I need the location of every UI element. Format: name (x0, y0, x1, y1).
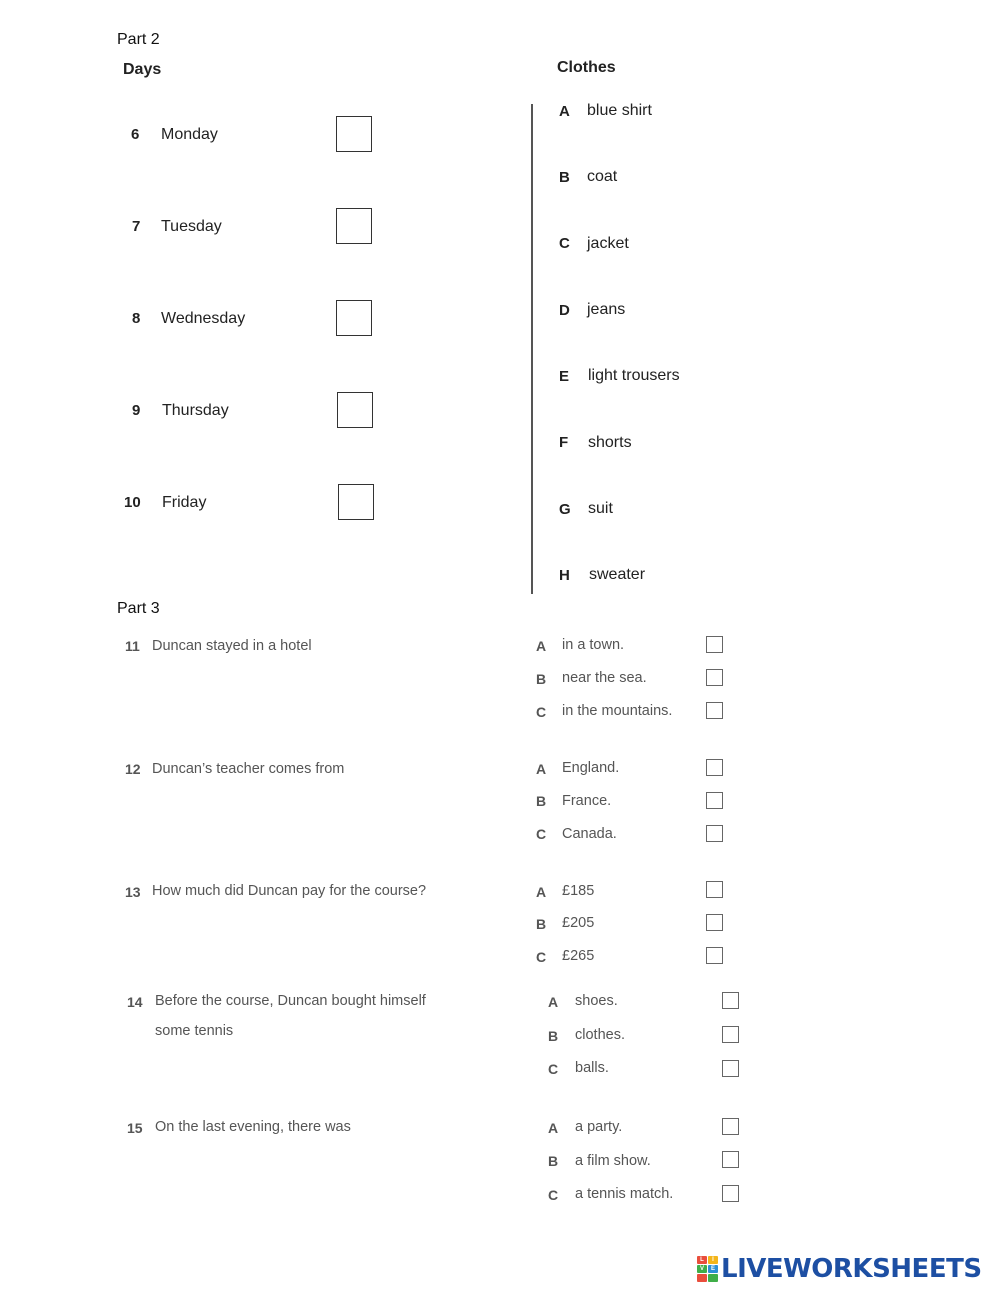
part2-label: Part 2 (117, 31, 160, 48)
answer-box-6[interactable] (336, 116, 372, 152)
clothes-letter: C (559, 235, 570, 252)
days-heading: Days (123, 61, 162, 78)
option-checkbox[interactable] (722, 1060, 739, 1077)
option-text: Canada. (562, 826, 617, 842)
option-letter: A (548, 994, 559, 1010)
question-number: 15 (127, 1120, 143, 1136)
day-number: 6 (131, 126, 140, 143)
option-checkbox[interactable] (706, 636, 723, 653)
option-checkbox[interactable] (706, 825, 723, 842)
clothes-text: sweater (589, 566, 646, 583)
logo-block: L (697, 1256, 707, 1264)
option-text: a party. (575, 1119, 623, 1135)
option-letter: A (536, 761, 547, 777)
clothes-text: light trousers (588, 367, 680, 384)
option-text: £205 (562, 915, 595, 931)
clothes-letter: E (559, 368, 570, 385)
question-text: How much did Duncan pay for the course? (152, 883, 427, 899)
logo-block: I (708, 1256, 718, 1264)
option-letter: A (536, 638, 547, 654)
option-text: £265 (562, 948, 595, 964)
question-number: 14 (127, 994, 143, 1010)
day-number: 8 (132, 310, 141, 327)
option-text: near the sea. (562, 670, 647, 686)
option-checkbox[interactable] (722, 1118, 739, 1135)
option-letter: B (536, 916, 547, 932)
answer-box-8[interactable] (336, 300, 372, 336)
option-letter: C (536, 826, 547, 842)
option-text: shoes. (575, 993, 618, 1009)
clothes-heading: Clothes (557, 59, 616, 76)
option-checkbox[interactable] (722, 1185, 739, 1202)
option-checkbox[interactable] (706, 702, 723, 719)
option-checkbox[interactable] (706, 947, 723, 964)
logo-block-deco (708, 1274, 718, 1282)
option-letter: B (548, 1153, 559, 1169)
option-text: a film show. (575, 1153, 651, 1169)
option-letter: C (548, 1061, 559, 1077)
option-letter: C (536, 949, 547, 965)
option-checkbox[interactable] (722, 1151, 739, 1168)
clothes-text: blue shirt (587, 102, 652, 119)
clothes-letter: F (559, 434, 569, 451)
option-text: in the mountains. (562, 703, 673, 719)
option-letter: A (536, 884, 547, 900)
option-letter: B (536, 671, 547, 687)
clothes-letter: A (559, 103, 570, 120)
option-checkbox[interactable] (722, 992, 739, 1009)
option-letter: A (548, 1120, 559, 1136)
day-name: Monday (161, 126, 218, 143)
option-text: England. (562, 760, 620, 776)
question-number: 11 (125, 638, 140, 654)
question-text: On the last evening, there was (155, 1119, 351, 1135)
clothes-text: suit (588, 500, 613, 517)
day-name: Thursday (162, 402, 229, 419)
answer-box-7[interactable] (336, 208, 372, 244)
option-letter: B (536, 793, 547, 809)
clothes-letter: D (559, 302, 570, 319)
answer-box-10[interactable] (338, 484, 374, 520)
logo-blocks-icon (697, 1256, 718, 1282)
day-number: 9 (132, 402, 141, 419)
clothes-text: coat (587, 168, 618, 185)
option-text: £185 (562, 883, 595, 899)
option-checkbox[interactable] (706, 881, 723, 898)
question-text: Before the course, Duncan bought himself (155, 993, 426, 1009)
logo-block-deco (697, 1274, 707, 1282)
option-text: in a town. (562, 637, 625, 653)
clothes-letter: B (559, 169, 570, 186)
option-text: clothes. (575, 1027, 625, 1043)
question-text-line-2: some tennis (155, 1023, 234, 1039)
logo-block: V (697, 1265, 707, 1273)
option-checkbox[interactable] (706, 759, 723, 776)
answer-box-9[interactable] (337, 392, 373, 428)
clothes-letter: H (559, 567, 570, 584)
option-letter: C (548, 1187, 559, 1203)
option-letter: C (536, 704, 547, 720)
day-name: Tuesday (161, 218, 222, 235)
option-text: a tennis match. (575, 1186, 674, 1202)
question-number: 13 (125, 884, 141, 900)
option-checkbox[interactable] (706, 792, 723, 809)
question-number: 12 (125, 761, 141, 777)
clothes-letter: G (559, 501, 571, 518)
option-checkbox[interactable] (722, 1026, 739, 1043)
option-checkbox[interactable] (706, 914, 723, 931)
column-divider (531, 104, 533, 594)
clothes-text: jeans (587, 301, 626, 318)
day-number: 10 (124, 494, 141, 511)
option-checkbox[interactable] (706, 669, 723, 686)
logo-text: LIVEWORKSHEETS (721, 1254, 982, 1284)
clothes-text: shorts (588, 434, 632, 451)
logo-block: E (708, 1265, 718, 1273)
option-text: France. (562, 793, 612, 809)
option-letter: B (548, 1028, 559, 1044)
question-text: Duncan’s teacher comes from (152, 761, 345, 777)
clothes-text: jacket (587, 235, 629, 252)
option-text: balls. (575, 1060, 609, 1076)
liveworksheets-logo (697, 1254, 982, 1284)
part3-label: Part 3 (117, 600, 160, 617)
day-number: 7 (132, 218, 141, 235)
day-name: Friday (162, 494, 207, 511)
day-name: Wednesday (161, 310, 246, 327)
question-text: Duncan stayed in a hotel (152, 638, 312, 654)
